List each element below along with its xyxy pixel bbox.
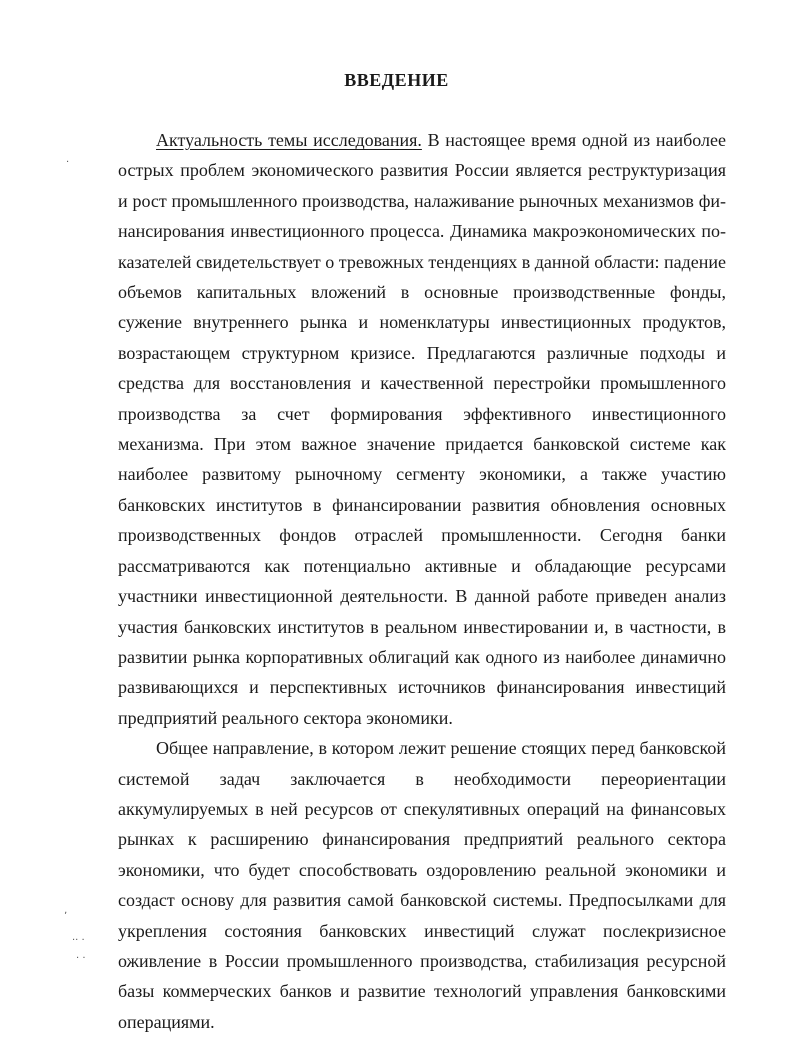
page-title: ВВЕДЕНИЕ <box>344 70 449 90</box>
body-text <box>118 125 726 1037</box>
scan-speck: · · <box>76 953 86 964</box>
scan-speck: ʼ <box>64 911 68 922</box>
paragraph-relevance-text: В настоящее время одной из наиболее острых проблем экономического развития России является реструктуризация и рост промышленного производства, налаживание рыночных механизмов финансирования инвестиционного процесса. Динамика макроэкономических показателей свидетельствует о тревожных тенденциях в данной области: падение объемов капитальных вложений в основные производственные фонды, сужение внутреннего рынка и номенклатуры инвестиционных продуктов, возрастающем структурном кризисе. Предлагаются различные подходы и средства для восстановления и качественной перестройки промышленного производства за счет формирования эффективного инвестиционного механизма. При этом важное значение придается банковской системе как наиболее развитому рыночному сегменту экономики, а также участию банковских институтов в финансировании развития обновления основных производственных фондов отраслей промышленности. Сегодня банки рассматриваются как потенциально активные и обладающие ресурсами участники инвестиционной деятельности. В данной работе приведен анализ участия банковских институтов в реальном инвестировании и, в частности, в развитии рынка корпоративных облигаций как одного из наиболее динамично развивающихся и перспективных источников финансирования инвестиций предприятий реального сектора экономики. <box>118 130 726 728</box>
scan-speck: ·· · <box>72 935 85 946</box>
paragraph-general-direction: Общее направление, в котором лежит решение стоящих перед банковской системой задач заключается в необходимости переориентации аккумулируемых в ней ресурсов от спекулятивных операций на финансовых рынках к расширению финансирования предприятий реального сектора экономики, что будет способствовать оздоровлению реальной экономики и создаст основу для развития самой банковской системы. Предпосылками для укрепления состояния банковских инвестиций служат послекризисное оживление в России промышленного производства, стабилизация ресурсной базы коммерческих банков и развитие технологий управления банковскими операциями. <box>118 738 726 1032</box>
scan-speck: · <box>66 157 70 168</box>
relevance-label: Актуальность темы исследования. <box>156 130 422 150</box>
paragraph-relevance <box>118 125 726 733</box>
